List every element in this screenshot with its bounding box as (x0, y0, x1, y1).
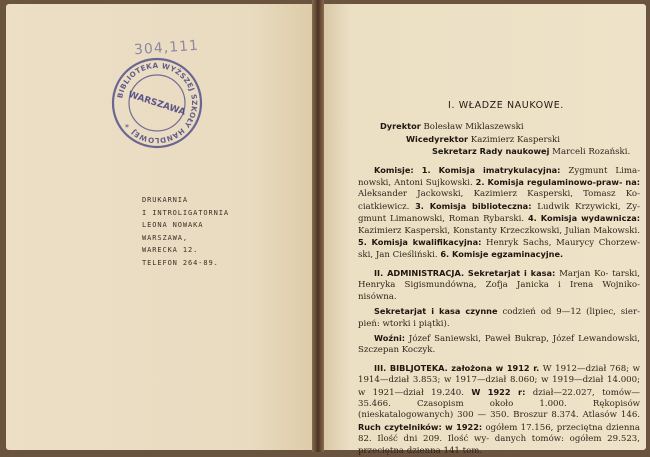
biblioteka-label: III. BIBLJOTEKA. (374, 362, 448, 373)
administracja-paragraph: II. ADMINISTRACJA. Sekretarjat i kasa: Marjan Ko- tarski, Henryka Sigismundówna, Zofja Janicka i Irena Wojniko- nisówna. (358, 267, 640, 302)
administracja-label: II. ADMINISTRACJA. Sekretarjat i kasa: (374, 267, 556, 278)
left-page (6, 4, 312, 450)
hours-paragraph: Sekretarjat i kasa czynne codzień od 9—12 (lipiec, sier- pień: wtorki i piątki). (358, 306, 640, 329)
sekretarz-value: Marceli Rozański. (552, 147, 631, 158)
imprint-line: TELEFON 264-89. (142, 258, 219, 267)
dyrektor-label: Dyrektor (380, 121, 421, 132)
library-stamp (110, 56, 204, 150)
imprint-line: LEONA NOWAKA (142, 221, 204, 229)
imprint-line: WARSZAWA, (142, 233, 189, 242)
wozni-label: Woźni: (374, 332, 406, 343)
wicedyrektor-line (358, 134, 640, 146)
imprint-line: DRUKARNIA (142, 196, 189, 204)
page-content (358, 100, 640, 457)
komisje-label: Komisje: 1. Komisja imatrykulacyjna: (374, 164, 561, 175)
hours-label: Sekretarjat i kasa czynne (374, 306, 498, 317)
stamp-ring-text: BIBLIOTEKA WYŻSZEJ SZKOŁY HANDLOWEJ (115, 60, 200, 146)
imprint-line: WARECKA 12. (142, 246, 199, 254)
star-icon: * (125, 123, 129, 132)
wicedyrektor-label: Wicedyrektor (406, 133, 469, 144)
wicedyrektor-value: Kazimierz Kasperski (470, 134, 560, 145)
book-gutter (312, 0, 324, 452)
stamp-center-text: WARSZAWA (126, 90, 187, 118)
shelfmark-note: 304,111 (133, 37, 200, 59)
biblioteka-paragraph: III. BIBLJOTEKA. założona w 1912 r. W 1912—dział 768; w 1914—dział 3.853; w 1917—dział 8.060; w 1919—dział 14.000; w 1921—dział 19.240. W 1922 r: dział—22.027, tomów—35.466. Czasopism około 1.000. Rękopisów (nieskatalogowanych) 300 — 350. Broszur 8.374. Atlasów 146. Ruch czytelników: w 1922: ogółem 17.156, przeciętna dzienna 82. Ilość dni 209. Ilość wy- danych tomów: ogółem 29.523, przeciętna dzienna 141 tom. (358, 362, 641, 456)
sekretarz-line (358, 146, 640, 158)
wozni-paragraph: Woźni: Józef Saniewski, Paweł Bukrap, Józef Lewandowski, Szczepan Koczyk. (358, 332, 641, 356)
section-title: I. WŁADZE NAUKOWE. (448, 100, 564, 111)
komisje-paragraph: Komisje: 1. Komisja imatrykulacyjna: Zygmunt Lima- nowski, Antoni Sujkowski. 2. Komisja regulaminowo-praw- na: Aleksander Jackowski, Kazimierz Kasperski, Tomasz Ko- ciatkiewicz. 3. Komisja biblioteczna: Ludwik Krzywicki, Zy- gmunt Limanowski, Roman Rybarski. 4. Komisja wydawnicza: Kazimierz Kasperski, Konstanty Krzeczkowski, Julian Makowski. 5. Komisja kwalifikacyjna: Henryk Sachs, Maurycy Chorzew- ski, Jan Cieśliński. 6. Komisje egzaminacyjne. (358, 164, 641, 261)
imprint-line: I INTROLIGATORNIA (142, 208, 229, 217)
right-page (324, 4, 646, 456)
sekretarz-label: Sekretarz Rady naukowej (432, 146, 550, 157)
dyrektor-line (358, 121, 640, 133)
printer-imprint (142, 194, 229, 269)
dyrektor-value: Bolesław Miklaszewski (423, 122, 524, 133)
